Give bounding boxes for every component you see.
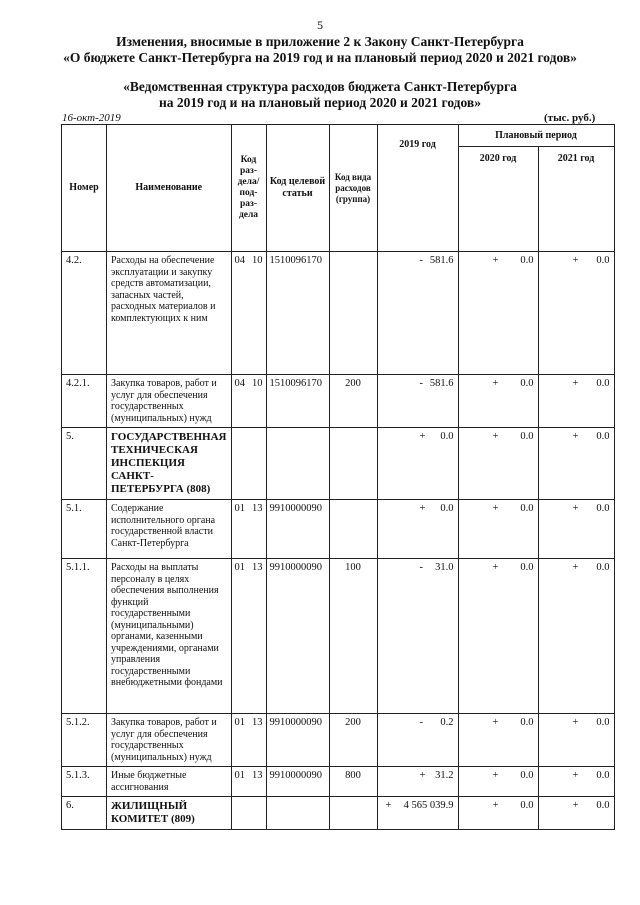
budget-table: [61, 124, 615, 830]
row-section-code: 01: [231, 714, 249, 767]
sign-value-2021: +: [572, 255, 579, 266]
sign-value-2020: +: [492, 562, 499, 573]
row-target-code: [266, 428, 329, 500]
row-subsection-code: 10: [249, 375, 266, 428]
row-expense-type-code: 800: [329, 767, 377, 797]
amount-value-2019: 0.0: [440, 503, 454, 514]
row-name: ГОСУДАРСТВЕННАЯ ТЕХНИЧЕСКАЯ ИНСПЕКЦИЯ САНКТ-ПЕТЕРБУРГА (808): [107, 428, 232, 500]
row-section-code: 01: [231, 559, 249, 714]
row-subsection-code: [249, 428, 266, 500]
table-row: [62, 252, 615, 375]
row-expense-type-code: [329, 252, 377, 375]
table-row: [62, 767, 615, 797]
value-2021: [538, 252, 614, 375]
row-expense-type-code: [329, 500, 377, 559]
amount-value-2020: 0.0: [520, 562, 534, 573]
value-2019: [377, 500, 458, 559]
amount-value-2019: 31.2: [435, 770, 454, 781]
col-header-name: Наименование: [107, 125, 232, 252]
page-number: 5: [317, 18, 323, 32]
col-header-2021: 2021 год: [538, 147, 614, 252]
value-2020: [458, 767, 538, 797]
row-subsection-code: 13: [249, 767, 266, 797]
col-header-expense-type: Код вида расходов (группа): [329, 125, 377, 252]
value-2020: [458, 797, 538, 830]
row-number: 4.2.1.: [62, 375, 107, 428]
sign-value-2019: -: [419, 717, 423, 728]
value-2020: [458, 714, 538, 767]
row-target-code: 9910000090: [266, 714, 329, 767]
amount-value-2021: 0.0: [596, 770, 610, 781]
sign-value-2019: +: [419, 431, 426, 442]
value-2021: [538, 714, 614, 767]
row-target-code: [266, 797, 329, 830]
row-subsection-code: 13: [249, 559, 266, 714]
value-2020: [458, 375, 538, 428]
value-2019: [377, 559, 458, 714]
amount-value-2020: 0.0: [520, 770, 534, 781]
amount-value-2020: 0.0: [520, 255, 534, 266]
amount-value-2021: 0.0: [596, 378, 610, 389]
sign-value-2020: +: [492, 770, 499, 781]
row-subsection-code: 10: [249, 252, 266, 375]
sign-value-2019: +: [419, 770, 426, 781]
value-2019: [377, 797, 458, 830]
sign-value-2021: +: [572, 503, 579, 514]
value-2020: [458, 500, 538, 559]
amount-value-2021: 0.0: [596, 800, 610, 811]
row-expense-type-code: 200: [329, 714, 377, 767]
amount-value-2021: 0.0: [596, 503, 610, 514]
col-header-target: Код целевой статьи: [266, 125, 329, 252]
row-number: 5.1.2.: [62, 714, 107, 767]
sign-value-2019: -: [419, 255, 423, 266]
row-name: Содержание исполнительного органа государственной власти Санкт-Петербурга: [107, 500, 232, 559]
sign-value-2020: +: [492, 800, 499, 811]
row-target-code: 1510096170: [266, 375, 329, 428]
document-title-line-2: «О бюджете Санкт-Петербурга на 2019 год и на плановый период 2020 и 2021 годов»: [63, 50, 577, 65]
sign-value-2021: +: [572, 431, 579, 442]
row-number: 4.2.: [62, 252, 107, 375]
row-target-code: 9910000090: [266, 500, 329, 559]
row-name: Закупка товаров, работ и услуг для обеспечения государственных (муниципальных) нужд: [107, 714, 232, 767]
document-title-line-3: «Ведомственная структура расходов бюджета Санкт-Петербурга: [123, 79, 517, 94]
document-date: 16-окт-2019: [62, 112, 121, 124]
document-title-line-1: Изменения, вносимые в приложение 2 к Закону Санкт-Петербурга: [116, 34, 524, 49]
col-header-2019: 2019 год: [377, 125, 458, 252]
sign-value-2021: +: [572, 378, 579, 389]
value-2021: [538, 797, 614, 830]
value-2020: [458, 559, 538, 714]
amount-value-2020: 0.0: [520, 378, 534, 389]
row-expense-type-code: 200: [329, 375, 377, 428]
row-section-code: [231, 428, 249, 500]
value-2019: [377, 375, 458, 428]
amount-value-2020: 0.0: [520, 431, 534, 442]
sign-value-2020: +: [492, 255, 499, 266]
row-name: Расходы на обеспечение эксплуатации и закупку средств автоматизации, запасных частей, расходных материалов и комплектующих к ним: [107, 252, 232, 375]
table-row: [62, 500, 615, 559]
row-section-code: 04: [231, 252, 249, 375]
col-header-section: Код раз- дела/ под- раз- дела: [231, 125, 266, 252]
row-section-code: 01: [231, 500, 249, 559]
table-row: [62, 559, 615, 714]
document-title-line-4: на 2019 год и на плановый период 2020 и 2021 годов»: [159, 95, 481, 110]
units-label: (тыс. руб.): [544, 112, 596, 124]
row-target-code: 9910000090: [266, 767, 329, 797]
row-number: 5.1.3.: [62, 767, 107, 797]
sign-value-2021: +: [572, 800, 579, 811]
row-name: ЖИЛИЩНЫЙ КОМИТЕТ (809): [107, 797, 232, 830]
row-subsection-code: [249, 797, 266, 830]
sign-value-2019: +: [385, 800, 392, 811]
sign-value-2020: +: [492, 431, 499, 442]
table-row: [62, 797, 615, 830]
value-2021: [538, 500, 614, 559]
row-target-code: 9910000090: [266, 559, 329, 714]
value-2019: [377, 252, 458, 375]
value-2021: [538, 428, 614, 500]
sign-value-2019: +: [419, 503, 426, 514]
amount-value-2021: 0.0: [596, 717, 610, 728]
table-row: [62, 428, 615, 500]
col-header-planned: Плановый период: [458, 125, 614, 147]
row-number: 5.: [62, 428, 107, 500]
value-2021: [538, 559, 614, 714]
sign-value-2020: +: [492, 503, 499, 514]
col-header-number: Номер: [62, 125, 107, 252]
amount-value-2019: 581.6: [429, 255, 454, 266]
col-header-2020: 2020 год: [458, 147, 538, 252]
amount-value-2019: 31.0: [435, 562, 454, 573]
table-row: [62, 375, 615, 428]
amount-value-2020: 0.0: [520, 800, 534, 811]
value-2020: [458, 428, 538, 500]
row-expense-type-code: [329, 428, 377, 500]
sign-value-2019: -: [419, 378, 423, 389]
row-subsection-code: 13: [249, 714, 266, 767]
value-2021: [538, 375, 614, 428]
row-number: 6.: [62, 797, 107, 830]
amount-value-2021: 0.0: [596, 255, 610, 266]
row-expense-type-code: [329, 797, 377, 830]
sign-value-2021: +: [572, 770, 579, 781]
sign-value-2020: +: [492, 378, 499, 389]
row-number: 5.1.: [62, 500, 107, 559]
amount-value-2019: 0.2: [440, 717, 454, 728]
amount-value-2019: 581.6: [429, 378, 454, 389]
table-header: [62, 125, 615, 252]
amount-value-2021: 0.0: [596, 431, 610, 442]
sign-value-2021: +: [572, 562, 579, 573]
row-section-code: 04: [231, 375, 249, 428]
value-2019: [377, 767, 458, 797]
table-body: [62, 252, 615, 830]
row-number: 5.1.1.: [62, 559, 107, 714]
row-section-code: [231, 797, 249, 830]
sign-value-2020: +: [492, 717, 499, 728]
amount-value-2020: 0.0: [520, 717, 534, 728]
row-name: Расходы на выплаты персоналу в целях обеспечения выполнения функций государственными (муниципальными) органами, казенными учреждениями, органами управления государственными внебюджетными фондами: [107, 559, 232, 714]
row-name: Иные бюджетные ассигнования: [107, 767, 232, 797]
sign-value-2019: -: [419, 562, 423, 573]
table-row: [62, 714, 615, 767]
value-2019: [377, 714, 458, 767]
value-2020: [458, 252, 538, 375]
value-2021: [538, 767, 614, 797]
sign-value-2021: +: [572, 717, 579, 728]
row-name: Закупка товаров, работ и услуг для обеспечения государственных (муниципальных) нужд: [107, 375, 232, 428]
row-target-code: 1510096170: [266, 252, 329, 375]
value-2019: [377, 428, 458, 500]
amount-value-2021: 0.0: [596, 562, 610, 573]
amount-value-2020: 0.0: [520, 503, 534, 514]
row-expense-type-code: 100: [329, 559, 377, 714]
amount-value-2019: 0.0: [440, 431, 454, 442]
amount-value-2019: 4 565 039.9: [403, 800, 454, 811]
row-section-code: 01: [231, 767, 249, 797]
row-subsection-code: 13: [249, 500, 266, 559]
